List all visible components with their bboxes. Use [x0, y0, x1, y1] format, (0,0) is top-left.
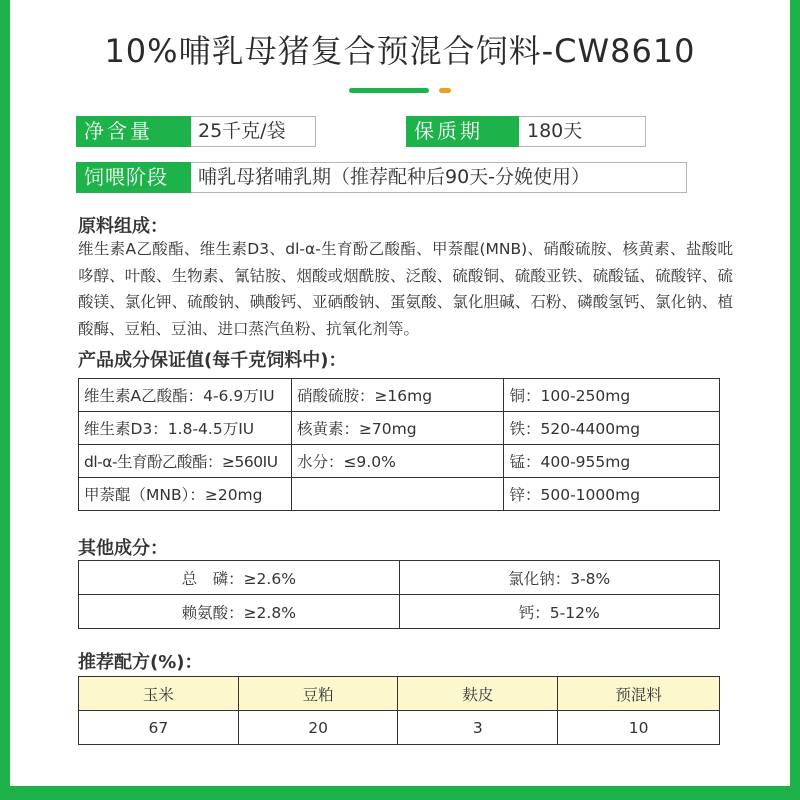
table-cell: dl-α-生育酚乙酸酯：≥560IU [79, 445, 292, 478]
table-row [79, 711, 720, 745]
net-content-label: 净含量 [76, 116, 191, 147]
formula-table [78, 676, 720, 745]
table-header-cell: 麸皮 [398, 677, 558, 711]
net-content-value: 25千克/袋 [198, 120, 286, 142]
title-underline-orange [439, 88, 451, 93]
title-underline-green [349, 88, 429, 93]
table-cell: 维生素D3：1.8-4.5万IU [79, 412, 292, 445]
formula-title: 推荐配方(%)： [78, 652, 203, 673]
guarantee-table [78, 378, 720, 511]
other-table [78, 560, 720, 629]
product-card [10, 0, 790, 786]
ingredients-title: 原料组成： [78, 216, 168, 237]
table-cell: 3 [398, 711, 558, 745]
shelf-life-label: 保质期 [406, 116, 519, 147]
table-row [79, 412, 720, 445]
table-header-cell: 预混料 [558, 677, 720, 711]
table-header-cell: 豆粕 [238, 677, 398, 711]
table-cell: 钙：5-12% [399, 595, 720, 629]
table-cell: 硝酸硫胺：≥16mg [291, 379, 504, 412]
table-header-row [79, 677, 720, 711]
table-cell: 赖氨酸：≥2.8% [79, 595, 400, 629]
ingredients-text: 维生素A乙酸酯、维生素D3、dl-α-生育酚乙酸酯、甲萘醌(MNB)、硝酸硫胺、核黄素、盐酸吡哆醇、叶酸、生物素、氰钴胺、烟酸或烟酰胺、泛酸、硫酸铜、硫酸亚铁、硫酸锰、硫酸锌、硫酸镁、氯化钾、硫酸钠、碘酸钙、亚硒酸钠、蛋氨酸、氯化胆碱、石粉、磷酸氢钙、氯化钠、植酸酶、豆粕、豆油、进口蒸汽鱼粉、抗氧化剂等。 [78, 240, 733, 338]
table-cell: 67 [79, 711, 239, 745]
feeding-stage-value: 哺乳母猪哺乳期（推荐配种后90天-分娩使用） [198, 166, 591, 188]
table-cell: 锌：500-1000mg [504, 478, 720, 511]
table-cell: 核黄素：≥70mg [291, 412, 504, 445]
table-cell: 锰：400-955mg [504, 445, 720, 478]
product-title: 10%哺乳母猪复合预混合饲料-CW8610 [104, 32, 696, 70]
guarantee-title: 产品成分保证值(每千克饲料中)： [78, 350, 347, 371]
other-title: 其他成分： [78, 538, 168, 559]
table-cell: 铜：100-250mg [504, 379, 720, 412]
table-cell: 10 [558, 711, 720, 745]
table-cell [291, 478, 504, 511]
table-row [79, 478, 720, 511]
table-cell: 维生素A乙酸酯：4-6.9万IU [79, 379, 292, 412]
table-cell: 氯化钠：3-8% [399, 561, 720, 595]
shelf-life-value: 180天 [527, 120, 583, 142]
table-row [79, 445, 720, 478]
table-cell: 甲萘醌（MNB）：≥20mg [79, 478, 292, 511]
table-cell: 20 [238, 711, 398, 745]
table-cell: 总 磷：≥2.6% [79, 561, 400, 595]
table-row [79, 561, 720, 595]
table-row [79, 379, 720, 412]
table-row [79, 595, 720, 629]
table-header-cell: 玉米 [79, 677, 239, 711]
feeding-stage-label: 饲喂阶段 [76, 162, 191, 193]
table-cell: 铁：520-4400mg [504, 412, 720, 445]
table-cell: 水分：≤9.0% [291, 445, 504, 478]
